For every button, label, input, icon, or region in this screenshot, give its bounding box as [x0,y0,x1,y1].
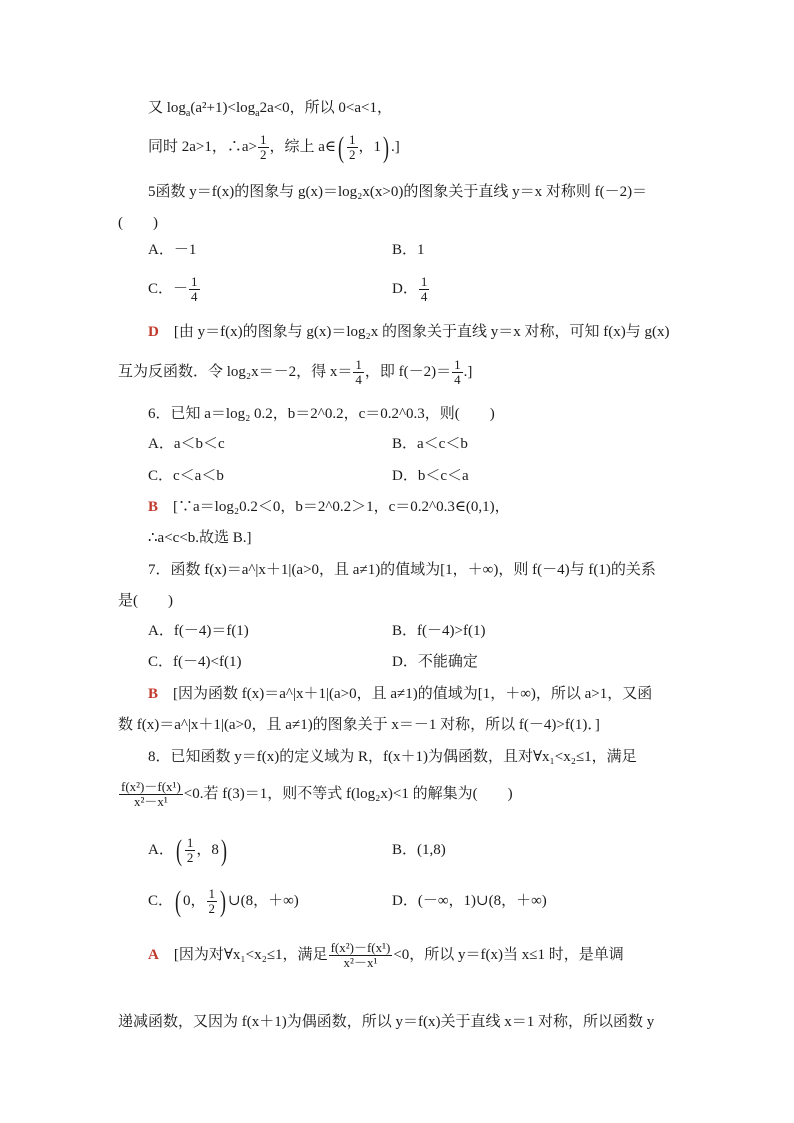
denominator: x²－x¹ [329,955,393,970]
q6-stem: 6．已知 a＝log₂ 0.2，b＝2^0.2，c＝0.2^0.3，则( ) [148,406,495,422]
numerator: 1 [191,274,198,290]
text: .] [391,139,400,155]
text: <0，所以 y＝f(x)当 x≤1 时，是单调 [393,947,624,963]
sub: a [255,108,260,119]
denominator: 4 [191,289,198,305]
text: 互为反函数．令 log₂x＝－2，得 x＝ [118,364,353,380]
denominator: 4 [420,289,428,305]
numerator: 1 [355,357,362,373]
fraction [347,133,358,162]
text: <0.若 f(3)＝1，则不等式 f(log₂x)<1 的解集为( ) [183,786,513,802]
q5-solution-line-1 [148,322,669,342]
q8-option-a [148,832,229,868]
text: ，8 [196,842,219,858]
denominator: 4 [454,372,461,388]
text: D． [392,281,418,297]
answer-letter: B [148,686,159,702]
cont-line-1 [148,98,392,124]
denominator: 4 [355,372,362,388]
text: [因为函数 f(x)＝a^|x＋1|(a>0，且 a≠1)的值域为[1，＋∞)，所以 a>1，又函 [173,686,653,702]
answer-letter: D [148,324,159,340]
right-paren: ) [220,833,227,867]
fraction [207,887,218,916]
numerator: 1 [349,132,356,148]
q7-option-b: B．f(－4)>f(1) [392,623,486,639]
text: (a²+1)<log [190,100,256,116]
numerator: 1 [208,886,216,902]
q7-option-d: D．不能确定 [392,654,478,670]
text: ，综上 a∈ [269,139,337,155]
q8-option-d: D．(－∞，1)∪(8，＋∞) [392,893,547,909]
text: 2a<0，所以 0<a<1， [259,100,393,116]
q5-stem-line-1: 5函数 y＝f(x)的图象与 g(x)＝log₂x(x>0)的图象关于直线 y＝x 对称则 f(－2)＝ [148,184,648,200]
numerator: f(x²)－f(x¹) [121,779,181,795]
text: [由 y＝f(x)的图象与 g(x)＝log₂x 的图象关于直线 y＝x 对称，可知 f(x)与 g(x) [173,324,670,340]
denominator: 2 [349,147,356,163]
text: 1 [373,139,382,155]
cont-line-2: 同时 2a>1，∴a> $\frac{1}{2}$ ，综上 a∈( $\frac{1}{2}$ ，1) .] [148,130,400,164]
text: [∵a＝log₂0.2＜0，b＝2^0.2＞1，c＝0.2^0.3∈(0,1)， [173,499,510,515]
q8-option-b: B．(1,8) [392,842,446,858]
text: [因为对∀x₁<x₂≤1，满足 [173,947,328,963]
q6-option-a: A．a＜b＜c [148,436,225,452]
text: .] [463,364,473,380]
text: ，即 f(－2)＝ [364,364,452,380]
q6-solution-line-1 [148,497,510,517]
q8-solution-line-1 [148,938,624,972]
left-paren: ( [175,833,182,867]
fraction [119,780,183,809]
fraction [452,358,463,387]
q8-stem-line-1: 8．已知函数 y＝f(x)的定义域为 R，f(x＋1)为偶函数，且对∀x₁<x₂≤1，满足 [148,749,637,765]
denominator: 2 [208,901,216,917]
text: 同时 2a>1，∴a> [148,139,257,155]
denominator: x²－x¹ [119,794,183,809]
fraction [189,275,200,304]
text: C．－ [148,281,189,297]
numerator: 1 [420,274,428,290]
right-paren: ) [383,130,390,164]
q5-solution-line-2 [118,356,472,388]
q8-stem-line-2 [118,777,513,811]
left-paren: ( [338,130,345,164]
q7-stem-line-1: 7．函数 f(x)＝a^|x＋1|(a>0，且 a≠1)的值域为[1，＋∞)，则 f(－4)与 f(1)的关系 [148,562,656,578]
answer-letter: A [148,947,159,963]
q5-option-a: A．－1 [148,242,197,258]
denominator: 2 [260,147,267,163]
q6-option-b: B．a＜c＜b [392,436,468,452]
left-paren: ( [175,884,182,918]
text: ∪(8，＋∞) [228,893,299,909]
fraction [329,941,393,970]
text: C． [148,893,174,909]
right-paren: ) [220,884,227,918]
fraction [419,275,430,304]
q5-option-b: B．1 [392,242,425,258]
q7-stem-line-2: 是( ) [118,593,173,609]
q7-option-c: C．f(－4)<f(1) [148,654,242,670]
q6-option-d: D．b＜c＜a [392,468,469,484]
q7-option-a: A．f(－4)＝f(1) [148,623,249,639]
fraction [353,358,364,387]
numerator: 1 [260,132,267,148]
numerator: 1 [454,357,461,373]
q6-option-c: C．c＜a＜b [148,468,224,484]
q7-solution-line-2: 数 f(x)＝a^|x＋1|(a>0，且 a≠1)的图象关于 x＝－1 对称，所以 f(－4)>f(1)．] [118,717,600,733]
text: 0， [183,893,206,909]
numerator: f(x²)－f(x¹) [330,940,391,956]
q5-option-c [148,271,201,307]
numerator: 1 [186,835,194,851]
answer-letter: B [148,499,159,515]
text: A． [148,842,174,858]
fraction [258,133,269,162]
fraction [185,836,196,865]
q8-option-c [148,883,299,919]
denominator: 2 [186,850,194,866]
q6-solution-line-2: ∴a<c<b.故选 B.] [148,530,252,546]
q7-solution-line-1 [148,684,652,704]
q8-solution-line-2: 递减函数，又因为 f(x＋1)为偶函数，所以 y＝f(x)关于直线 x＝1 对称，所以函数 y [118,1014,655,1030]
sub: a [185,108,191,119]
q5-option-d [392,271,430,307]
q5-stem-line-2: ( ) [118,215,158,231]
text: 又 log [148,100,186,116]
